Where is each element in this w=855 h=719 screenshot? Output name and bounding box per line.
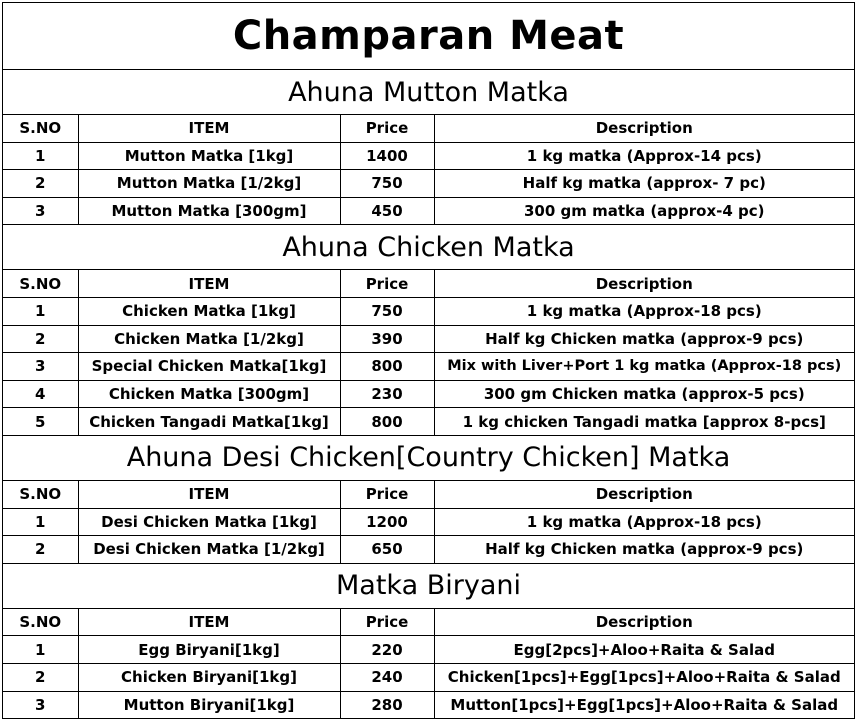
section-title: Ahuna Desi Chicken[Country Chicken] Matka [3,436,854,481]
description-cell: 1 kg matka (Approx-14 pcs) [434,142,854,170]
sno-cell: 5 [3,408,78,436]
menu-section [3,70,854,225]
menu-title: Champaran Meat [3,3,854,70]
sno-cell: 2 [3,170,78,198]
menu-table [3,481,854,564]
header-price: Price [340,270,434,297]
menu-section [3,225,854,436]
item-cell: Mutton Matka [1kg] [78,142,340,170]
item-cell: Desi Chicken Matka [1/2kg] [78,536,340,564]
header-item: ITEM [78,609,340,636]
item-cell: Mutton Matka [300gm] [78,197,340,225]
description-cell: 300 gm matka (approx-4 pc) [434,197,854,225]
sno-cell: 3 [3,691,78,719]
price-cell: 800 [340,353,434,381]
header-description: Description [434,270,854,297]
description-cell: Half kg Chicken matka (approx-9 pcs) [434,536,854,564]
description-cell: Half kg matka (approx- 7 pc) [434,170,854,198]
table-row [3,636,854,664]
table-row [3,380,854,408]
item-cell: Chicken Tangadi Matka[1kg] [78,408,340,436]
table-row [3,663,854,691]
header-item: ITEM [78,270,340,297]
header-sno: S.NO [3,481,78,508]
item-cell: Chicken Matka [300gm] [78,380,340,408]
menu-section [3,436,854,564]
item-cell: Chicken Matka [1/2kg] [78,325,340,353]
table-row [3,353,854,381]
table-header-row [3,481,854,508]
header-price: Price [340,481,434,508]
price-cell: 750 [340,170,434,198]
price-cell: 240 [340,663,434,691]
header-price: Price [340,609,434,636]
description-cell: Egg[2pcs]+Aloo+Raita & Salad [434,636,854,664]
table-row [3,508,854,536]
description-cell: Mutton[1pcs]+Egg[1pcs]+Aloo+Raita & Salad [434,691,854,719]
table-row [3,325,854,353]
sno-cell: 1 [3,508,78,536]
header-description: Description [434,115,854,142]
table-header-row [3,609,854,636]
price-cell: 750 [340,297,434,325]
sno-cell: 4 [3,380,78,408]
price-cell: 650 [340,536,434,564]
item-cell: Desi Chicken Matka [1kg] [78,508,340,536]
header-price: Price [340,115,434,142]
description-cell: Half kg Chicken matka (approx-9 pcs) [434,325,854,353]
header-item: ITEM [78,481,340,508]
table-row [3,536,854,564]
price-cell: 390 [340,325,434,353]
sno-cell: 2 [3,536,78,564]
sno-cell: 2 [3,663,78,691]
header-item: ITEM [78,115,340,142]
price-cell: 800 [340,408,434,436]
header-description: Description [434,481,854,508]
table-header-row [3,270,854,297]
description-cell: 1 kg matka (Approx-18 pcs) [434,297,854,325]
sno-cell: 2 [3,325,78,353]
header-sno: S.NO [3,115,78,142]
table-row [3,170,854,198]
menu-sheet [2,2,855,719]
description-cell: 1 kg matka (Approx-18 pcs) [434,508,854,536]
menu-table [3,270,854,436]
item-cell: Chicken Matka [1kg] [78,297,340,325]
section-title: Matka Biryani [3,564,854,609]
price-cell: 450 [340,197,434,225]
sno-cell: 1 [3,636,78,664]
item-cell: Mutton Biryani[1kg] [78,691,340,719]
menu-section [3,564,854,719]
table-row [3,142,854,170]
sno-cell: 3 [3,353,78,381]
price-cell: 280 [340,691,434,719]
header-sno: S.NO [3,609,78,636]
item-cell: Egg Biryani[1kg] [78,636,340,664]
sno-cell: 3 [3,197,78,225]
table-header-row [3,115,854,142]
header-sno: S.NO [3,270,78,297]
menu-table [3,115,854,225]
item-cell: Mutton Matka [1/2kg] [78,170,340,198]
price-cell: 230 [340,380,434,408]
price-cell: 220 [340,636,434,664]
section-title: Ahuna Chicken Matka [3,225,854,270]
sno-cell: 1 [3,142,78,170]
table-row [3,408,854,436]
description-cell: 300 gm Chicken matka (approx-5 pcs) [434,380,854,408]
price-cell: 1400 [340,142,434,170]
description-cell: 1 kg chicken Tangadi matka [approx 8-pcs] [434,408,854,436]
item-cell: Special Chicken Matka[1kg] [78,353,340,381]
header-description: Description [434,609,854,636]
table-row [3,691,854,719]
item-cell: Chicken Biryani[1kg] [78,663,340,691]
table-row [3,197,854,225]
description-cell: Mix with Liver+Port 1 kg matka (Approx-18 pcs) [434,353,854,381]
sno-cell: 1 [3,297,78,325]
table-row [3,297,854,325]
menu-table [3,609,854,719]
section-title: Ahuna Mutton Matka [3,70,854,115]
description-cell: Chicken[1pcs]+Egg[1pcs]+Aloo+Raita & Salad [434,663,854,691]
price-cell: 1200 [340,508,434,536]
